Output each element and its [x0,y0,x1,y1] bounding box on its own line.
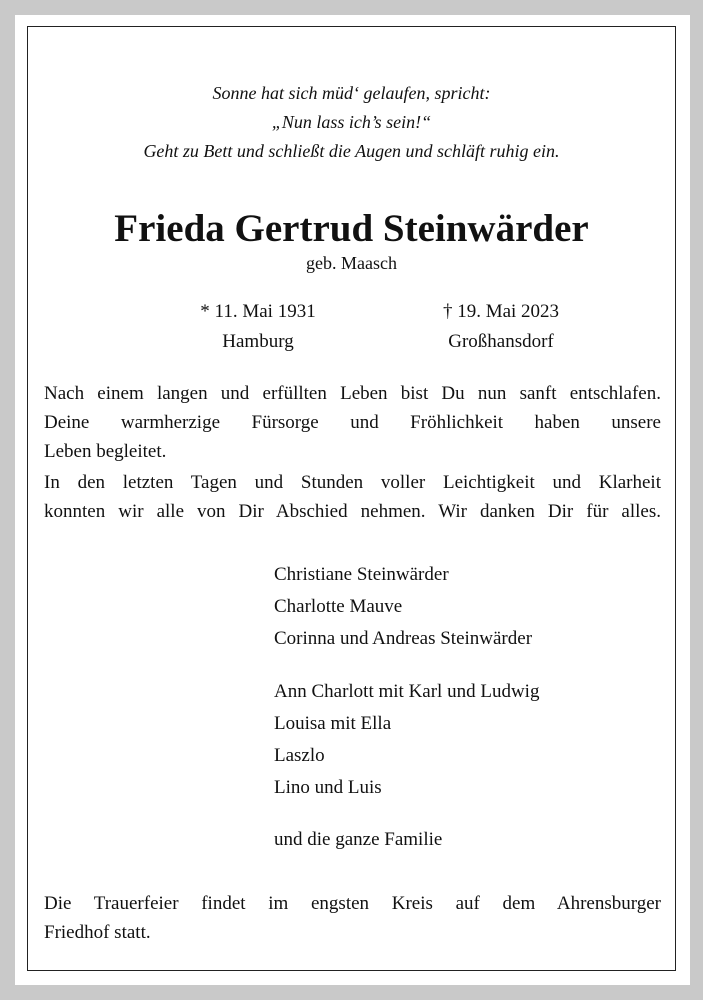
mourner-name: Laszlo [274,745,325,766]
message-line: Deine warmherzige Fürsorge und Fröhlichkeit haben unsere [44,412,661,433]
death-place: Großhansdorf [448,331,554,352]
birth-date: * 11. Mai 1931 [200,301,316,322]
funeral-note [44,889,661,947]
mourner-name: Corinna und Andreas Steinwärder [274,628,533,649]
memorial-verse [28,79,675,166]
message-line: Leben begleitet. [44,441,167,462]
deceased-name: Frieda Gertrud Steinwärder [114,207,589,250]
mourner-name: Christiane Steinwärder [274,564,449,585]
message-line: Nach einem langen und erfüllten Leben bist Du nun sanft entschlafen. [44,383,661,404]
birth-name: geb. Maasch [306,253,397,273]
death-info [391,297,611,357]
mourner-name: Lino und Luis [274,777,382,798]
life-dates [28,297,675,357]
mourner-name: Louisa mit Ella [274,713,392,734]
verse-line: Geht zu Bett und schließt die Augen und schläft ruhig ein. [143,141,560,161]
death-date: † 19. Mai 2023 [442,301,560,322]
obituary-page [15,15,690,985]
message-paragraph-1 [44,379,661,466]
birth-place: Hamburg [222,331,294,352]
message-line: konnten wir alle von Dir Abschied nehmen. Wir danken Dir für alles. [44,501,661,522]
birth-info [148,297,368,357]
mourners-closing: und die ganze Familie [274,829,443,850]
mourners-group-1 [274,559,532,655]
message-line: In den letzten Tagen und Stunden voller Leichtigkeit und Klarheit [44,472,661,493]
verse-line: Sonne hat sich müd‘ gelaufen, spricht: [212,83,491,103]
funeral-note-line: Die Trauerfeier findet im engsten Kreis auf dem Ahrensburger [44,893,661,914]
mourner-name: Ann Charlott mit Karl und Ludwig [274,681,540,702]
mourner-name: Charlotte Mauve [274,596,403,617]
mourners-group-2 [274,676,539,804]
obituary-border [27,26,676,971]
funeral-note-line: Friedhof statt. [44,922,151,943]
message-paragraph-2 [44,468,661,526]
verse-line: „Nun lass ich’s sein!“ [271,112,432,132]
